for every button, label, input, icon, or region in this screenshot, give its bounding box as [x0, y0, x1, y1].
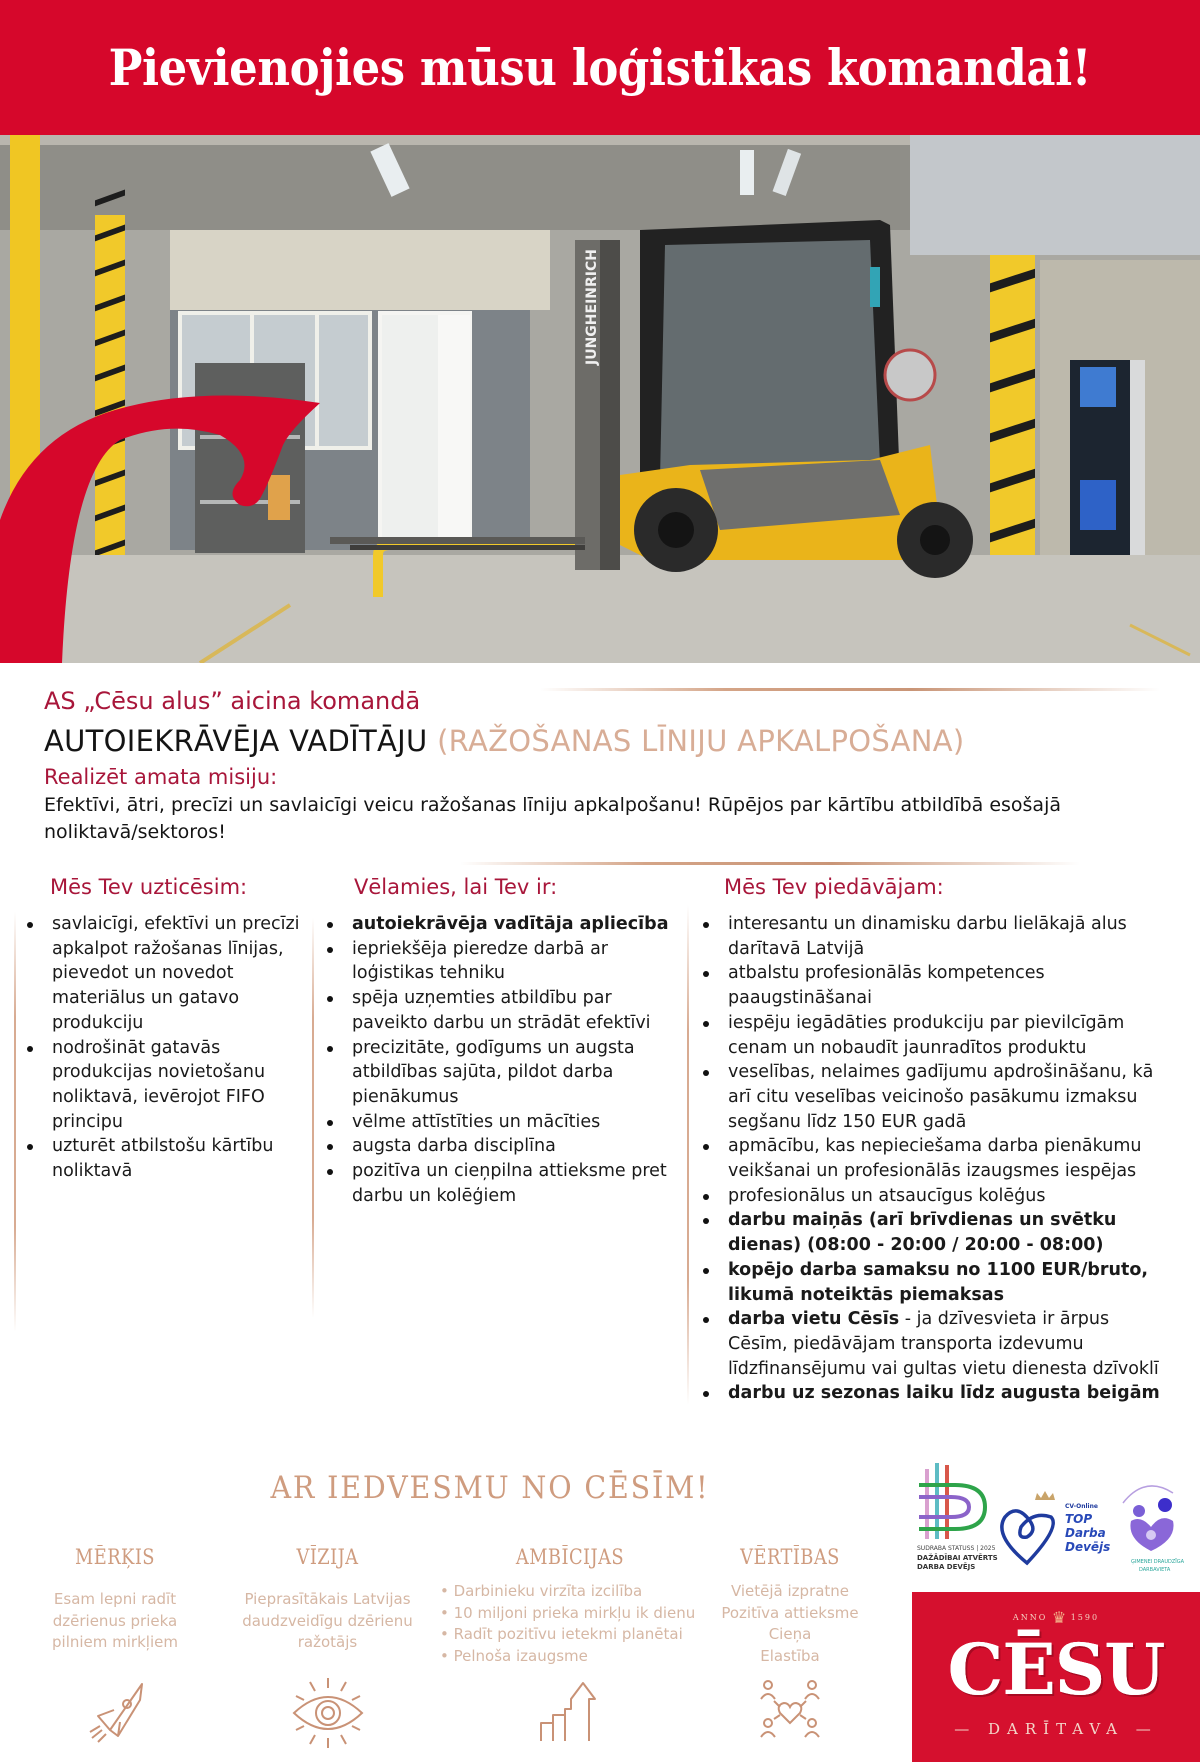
- list-item: darbu maiņās (arī brīvdienas un svētku dienas) (08:00 - 20:00 / 20:00 - 08:00): [700, 1208, 1170, 1257]
- company-line: AS „Cēsu alus” aicina komandā: [44, 687, 421, 715]
- list-item: iespēju iegādāties produkciju par pievilcīgām cenam un nobaudīt jaunradītos produktu: [700, 1011, 1170, 1060]
- offer-heading: Mēs Tev piedāvājam:: [724, 875, 944, 899]
- pillar-text: Pieprasītākais Latvijas daudzveidīgu dzērienu ražotājs: [242, 1590, 413, 1651]
- brand-name: CĒSU: [947, 1628, 1165, 1711]
- position-title: [44, 722, 1174, 760]
- inspiration-heading: AR IEDVESMU NO CĒSĪM!: [270, 1470, 710, 1506]
- requirements-column: [324, 872, 669, 1208]
- headline: Pievienojies mūsu loģistikas komandai!: [108, 38, 1092, 97]
- trust-list: [44, 912, 314, 1184]
- svg-text:Darba: Darba: [1065, 1526, 1106, 1540]
- pillar-text: Esam lepni radīt dzērienus prieka pilniem mirkļiem: [52, 1590, 178, 1651]
- pillar-ambitions: [440, 1545, 700, 1745]
- growth-chart-icon: [535, 1679, 605, 1745]
- rocket-icon: [80, 1678, 150, 1748]
- people-heart-icon: [758, 1679, 822, 1741]
- svg-text:DAŽĀDĪBAI ATVĒRTS: DAŽĀDĪBAI ATVĒRTS: [917, 1554, 998, 1562]
- diversity-badge-icon: [919, 1463, 985, 1539]
- mid-divider: [460, 862, 1080, 865]
- svg-text:CV-Online: CV-Online: [1065, 1503, 1098, 1510]
- svg-text:SUDRABA STATUSS | 2025: SUDRABA STATUSS | 2025: [917, 1545, 996, 1552]
- list-item: spēja uzņemties atbildību par paveikto darbu un strādāt efektīvi: [324, 986, 669, 1035]
- requirements-list: [324, 912, 669, 1208]
- hero-photo: [0, 135, 1200, 663]
- warehouse-forklift-image: [0, 135, 1200, 663]
- list-item: vēlme attīstīties un mācīties: [324, 1110, 669, 1135]
- mission-text: Efektīvi, ātri, precīzi un savlaicīgi veicu ražošanas līniju apkalpošanu! Rūpējos par kārtību atbildībā esošajā noliktavā/sektoros!: [44, 794, 1062, 843]
- list-item: nodrošināt gatavās produkcijas novietošanu noliktavā, ievērojot FIFO principu: [24, 1036, 314, 1135]
- top-banner: [0, 0, 1200, 135]
- crown-icon: ♛: [1051, 1608, 1067, 1627]
- pillar-title: AMBĪCIJAS: [515, 1545, 625, 1569]
- list-item: augsta darba disciplīna: [324, 1134, 669, 1159]
- list-item: iepriekšēja pieredze darbā ar loģistikas tehniku: [324, 937, 669, 986]
- pillar-goal: [20, 1545, 210, 1748]
- list-item: darbu uz sezonas laiku līdz augusta beigām: [700, 1381, 1170, 1406]
- inspiration-section: [0, 1470, 980, 1506]
- list-item: savlaicīgi, efektīvi un precīzi apkalpot ražošanas līnijas, pievedot un novedot materiālus un gatavo produkciju: [24, 912, 314, 1036]
- list-item: autoiekrāvēja vadītāja apliecība: [324, 912, 669, 937]
- left-edge-divider: [14, 912, 16, 1332]
- list-item: apmācību, kas nepieciešama darba pienākumu veikšanai un profesionālās izaugsmes iespējas: [700, 1134, 1170, 1183]
- pillar-title: MĒRĶIS: [75, 1545, 155, 1569]
- employer-badges: [905, 1455, 1200, 1590]
- svg-text:DARBAVIETA: DARBAVIETA: [1139, 1567, 1171, 1573]
- pillar-text: • Darbinieku virzīta izcilība • 10 miljoni prieka mirkļu ik dienu • Radīt pozitīvu ietekmi planētai • Pelnoša izaugsme: [440, 1582, 696, 1665]
- list-item: [700, 1307, 1170, 1381]
- pillar-values: [705, 1545, 875, 1741]
- list-item: uzturēt atbilstošu kārtību noliktavā: [24, 1134, 314, 1183]
- list-item: profesionālus un atsaucīgus kolēģus: [700, 1184, 1170, 1209]
- trust-heading: Mēs Tev uzticēsim:: [50, 875, 248, 899]
- list-item: pozitīva un cieņpilna attieksme pret darbu un kolēģiem: [324, 1159, 669, 1208]
- family-friendly-badge-icon: [1123, 1486, 1174, 1551]
- list-item: precizitāte, godīgums un augsta atbildības sajūta, pildot darba pienākumus: [324, 1036, 669, 1110]
- badges-graphic: [905, 1455, 1200, 1590]
- list-item: kopējo darba samaksu no 1100 EUR/bruto, likumā noteiktās piemaksas: [700, 1258, 1170, 1307]
- pillar-vision: [225, 1545, 430, 1750]
- trust-column: [44, 872, 314, 1184]
- svg-text:JUNGHEINRICH: JUNGHEINRICH: [584, 249, 600, 365]
- cv-online-badge-icon: [1002, 1491, 1055, 1563]
- list-item: interesantu un dinamisku darbu lielākajā alus darītavā Latvijā: [700, 912, 1170, 961]
- list-item: veselības, nelaimes gadījumu apdrošināšanu, kā arī citu veselības veicinošo pasākumu izmaksu segšanu līdz 150 EUR gadā: [700, 1060, 1170, 1134]
- position-title-sub: (RAŽOŠANAS LĪNIJU APKALPOŠANA): [437, 724, 965, 758]
- intro-section: [44, 686, 1174, 846]
- svg-text:TOP: TOP: [1065, 1512, 1093, 1526]
- mission-label: Realizēt amata misiju:: [44, 765, 278, 789]
- pillar-text: Vietējā izpratne Pozitīva attieksme Cieņa Elastība: [721, 1582, 859, 1665]
- workplace-bold: darba vietu Cēsīs: [728, 1309, 900, 1330]
- svg-text:ĢIMENEI DRAUDZĪGA: ĢIMENEI DRAUDZĪGA: [1131, 1559, 1185, 1565]
- brand-anno: ANNO ♛ 1590: [1012, 1608, 1100, 1627]
- requirements-heading: Vēlamies, lai Tev ir:: [354, 875, 558, 899]
- svg-text:Devējs: Devējs: [1065, 1540, 1111, 1554]
- column-divider-2: [687, 905, 689, 1405]
- offer-column: [700, 872, 1170, 1406]
- cesu-brand-logo: [912, 1592, 1200, 1762]
- eye-icon: [288, 1676, 368, 1750]
- pillar-title: VĪZIJA: [296, 1545, 359, 1569]
- pillar-title: VĒRTĪBAS: [740, 1545, 840, 1569]
- list-item: atbalstu profesionālās kompetences paaugstināšanai: [700, 961, 1170, 1010]
- svg-text:DARBA DEVĒJS: DARBA DEVĒJS: [917, 1563, 976, 1571]
- workplace-suffix: - ja dzīvesvieta ir ārpus Cēsīm, piedāvājam transporta izdevumu līdzfinansējumu vai gultas vietu dienesta dzīvoklī: [728, 1309, 1159, 1379]
- offer-list: [700, 912, 1170, 1406]
- brand-sub: — DARĪTAVA —: [954, 1720, 1158, 1738]
- position-title-main: AUTOIEKRĀVĒJA VADĪTĀJU: [44, 724, 428, 758]
